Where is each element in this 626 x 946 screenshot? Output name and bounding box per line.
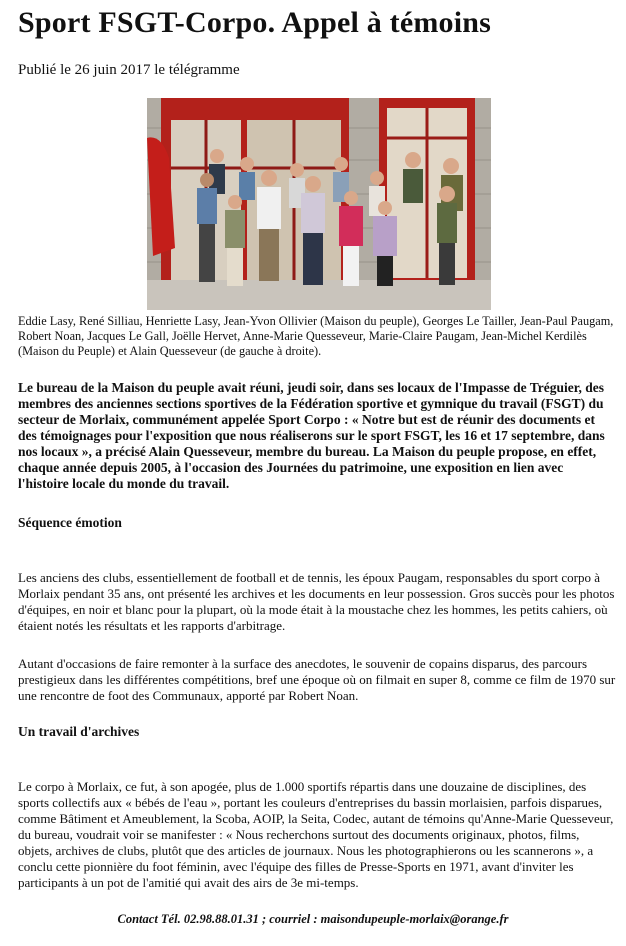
article-lead: Le bureau de la Maison du peuple avait réuni, jeudi soir, dans ses locaux de l'Impasse de Tréguier, des membres des anciennes sections sportives de la Fédération sportive et gymnique du travail (FSGT) du secteur de Morlaix, communément appelée Sport Corpo : « Notre but est de réunir des documents et des témoignages pour l'exposition que nous réaliserons sur le sport FSGT, les 16 et 17 septembre, dans nos locaux », a précisé Alain Quesseveur, membre du bureau. La Maison du peuple propose, en effet, chaque année depuis 2005, à l'occasion des Journées du patrimoine, une exposition en lien avec l'histoire locale du monde du travail. <box>18 380 605 491</box>
group-photo-illustration <box>147 98 491 310</box>
section-heading-1: Séquence émotion <box>18 515 122 530</box>
photo-caption: Eddie Lasy, René Silliau, Henriette Lasy, Jean-Yvon Ollivier (Maison du peuple), Georges Le Tailler, Jean-Paul Paugam, Robert Noan, Jacques Le Gall, Joëlle Hervet, Anne-Marie Quesseveur, Marie-Claire Paugam, Jean-Michel Kerdilès (Maison du Peuple) et Alain Quesseveur (de gauche à droite). <box>18 314 614 358</box>
paragraph-3: Le corpo à Morlaix, ce fut, à son apogée, plus de 1.000 sportifs répartis dans une douzaine de disciplines, des sports collectifs aux « bébés de l'eau », portant les couleurs d'entreprises du bassin morlaisien, parfois disparues, comme Bâtiment et Ameublement, la Scoba, AOIP, la Seita, Codec, autant de témoins qu'Anne-Marie Quesseveur, du bureau, voudrait voir se manifester : « Nous recherchons surtout des documents originaux, photos, films, objets, archives de clubs, plutôt que des articles de journaux. Nous les photographierons ou les scannerons », a conclu cette pionnière du foot féminin, avec l'équipe des filles de Presse-Sports en 1971, avant d'inviter les participants à un pot de l'amitié qui avait des airs de 3e mi-temps. <box>18 779 614 890</box>
publication-line: Publié le 26 juin 2017 le télégramme <box>18 62 240 78</box>
article-title: Sport FSGT-Corpo. Appel à témoins <box>18 6 492 39</box>
paragraph-1: Les anciens des clubs, essentiellement de football et de tennis, les époux Paugam, responsables du sport corpo à Morlaix pendant 35 ans, ont présenté les archives et les documents en leur possession. Gros succès pour les photos d'équipes, en noir et blanc pour la plupart, où la mode était à la moustache chez les hommes, les petits cahiers, où étaient notés les résultats et les rapports d'arbitrage. <box>18 570 615 633</box>
paragraph-2: Autant d'occasions de faire remonter à la surface des anecdotes, le souvenir de copains disparus, des parcours prestigieux dans les différentes compétitions, bref une époque où on filmait en super 8, comme ce film de 1970 sur une rencontre de foot des Communaux, apporté par Robert Noan. <box>18 656 616 703</box>
section-heading-2: Un travail d'archives <box>18 724 140 739</box>
group-photo <box>147 98 491 310</box>
contact-line: Contact Tél. 02.98.88.01.31 ; courriel : maisondupeuple-morlaix@orange.fr <box>117 912 509 926</box>
